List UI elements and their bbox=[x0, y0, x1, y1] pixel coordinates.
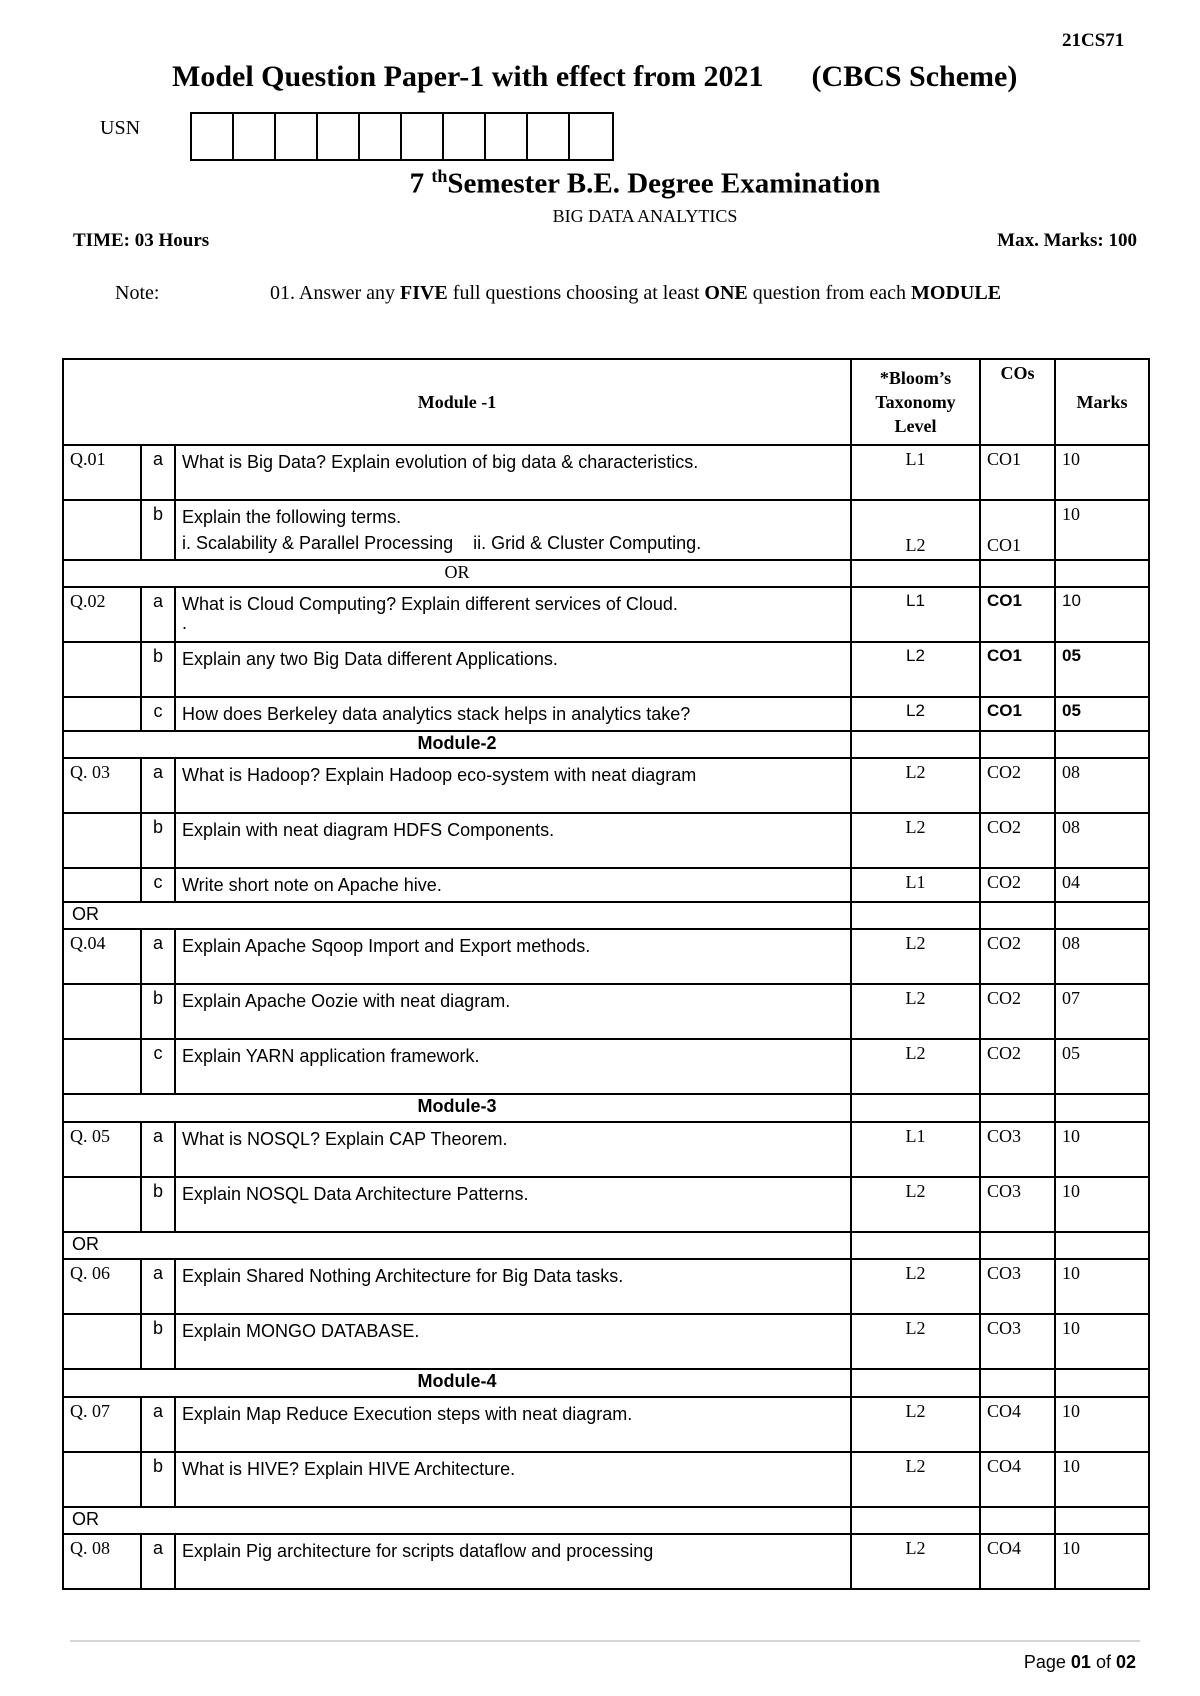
question-part: a bbox=[141, 587, 175, 642]
marks: 08 bbox=[1055, 758, 1149, 813]
blooms-level: L2 bbox=[851, 1534, 980, 1589]
blooms-level: L2 bbox=[851, 642, 980, 697]
table-row bbox=[63, 984, 1149, 1039]
course-code: 21CS71 bbox=[1062, 30, 1125, 51]
marks: 05 bbox=[1055, 642, 1149, 697]
question-text: What is Big Data? Explain evolution of big data & characteristics. bbox=[175, 445, 851, 500]
question-text: What is HIVE? Explain HIVE Architecture. bbox=[175, 1452, 851, 1507]
blooms-level: L1 bbox=[851, 1122, 980, 1177]
course-outcome: CO2 bbox=[980, 929, 1055, 984]
module-3-heading: Module-3 bbox=[63, 1094, 851, 1122]
question-text: What is Hadoop? Explain Hadoop eco-system with neat diagram bbox=[175, 758, 851, 813]
table-row bbox=[63, 642, 1149, 697]
marks-header: Marks bbox=[1055, 359, 1149, 445]
usn-box[interactable] bbox=[234, 114, 276, 159]
course-outcome: CO4 bbox=[980, 1534, 1055, 1589]
usn-box[interactable] bbox=[192, 114, 234, 159]
course-outcome: CO4 bbox=[980, 1397, 1055, 1452]
marks: 07 bbox=[1055, 984, 1149, 1039]
course-outcome: CO1 bbox=[980, 445, 1055, 500]
table-row bbox=[63, 758, 1149, 813]
question-number bbox=[63, 1177, 141, 1232]
usn-box[interactable] bbox=[570, 114, 612, 159]
marks: 10 bbox=[1055, 1397, 1149, 1452]
question-text: Write short note on Apache hive. bbox=[175, 868, 851, 902]
blooms-level: L2 bbox=[851, 1397, 980, 1452]
or-separator: OR bbox=[63, 1507, 851, 1534]
semester-number: 7 bbox=[409, 167, 425, 200]
note-part: 01. Answer any bbox=[270, 282, 400, 304]
usn-box[interactable] bbox=[276, 114, 318, 159]
course-outcome: CO2 bbox=[980, 758, 1055, 813]
table-row bbox=[63, 813, 1149, 868]
course-outcome: CO2 bbox=[980, 984, 1055, 1039]
question-number bbox=[63, 868, 141, 902]
question-number bbox=[63, 642, 141, 697]
course-outcome: CO1 bbox=[980, 697, 1055, 731]
question-text: Explain Shared Nothing Architecture for Big Data tasks. bbox=[175, 1259, 851, 1314]
blooms-level: L2 bbox=[851, 500, 980, 560]
usn-box[interactable] bbox=[444, 114, 486, 159]
question-part: b bbox=[141, 984, 175, 1039]
question-part: b bbox=[141, 1314, 175, 1369]
course-outcome: CO1 bbox=[980, 500, 1055, 560]
question-part: a bbox=[141, 1122, 175, 1177]
semester-heading bbox=[0, 166, 1200, 201]
question-text: Explain Pig architecture for scripts dataflow and processing bbox=[175, 1534, 851, 1589]
note-part: question from each bbox=[747, 282, 912, 304]
question-number: Q. 07 bbox=[63, 1397, 141, 1452]
question-part: a bbox=[141, 1259, 175, 1314]
or-row bbox=[63, 902, 1149, 929]
usn-box[interactable] bbox=[360, 114, 402, 159]
course-outcome: CO3 bbox=[980, 1122, 1055, 1177]
note-text bbox=[270, 282, 1001, 305]
blooms-header: *Bloom’s Taxonomy Level bbox=[851, 359, 980, 445]
question-part: a bbox=[141, 1397, 175, 1452]
question-text: Explain NOSQL Data Architecture Patterns. bbox=[175, 1177, 851, 1232]
or-row bbox=[63, 560, 1149, 587]
question-number: Q.01 bbox=[63, 445, 141, 500]
table-row bbox=[63, 1314, 1149, 1369]
question-number bbox=[63, 984, 141, 1039]
question-text: Explain the following terms. i. Scalability & Parallel Processing ii. Grid & Cluster Computing. bbox=[175, 500, 851, 560]
module-row bbox=[63, 1369, 1149, 1397]
question-part: c bbox=[141, 1039, 175, 1094]
question-part: b bbox=[141, 813, 175, 868]
module-row bbox=[63, 1094, 1149, 1122]
blooms-level: L2 bbox=[851, 813, 980, 868]
marks: 05 bbox=[1055, 1039, 1149, 1094]
usn-box[interactable] bbox=[528, 114, 570, 159]
blooms-level: L2 bbox=[851, 1039, 980, 1094]
or-separator: OR bbox=[63, 560, 851, 587]
usn-box[interactable] bbox=[402, 114, 444, 159]
question-part: a bbox=[141, 1534, 175, 1589]
exam-time: TIME: 03 Hours bbox=[73, 230, 210, 251]
or-row bbox=[63, 1232, 1149, 1259]
marks: 05 bbox=[1055, 697, 1149, 731]
question-part: a bbox=[141, 758, 175, 813]
question-number: Q.02 bbox=[63, 587, 141, 642]
question-table bbox=[62, 358, 1150, 1590]
question-part: b bbox=[141, 1177, 175, 1232]
module-1-heading: Module -1 bbox=[63, 359, 851, 445]
question-number: Q. 05 bbox=[63, 1122, 141, 1177]
question-part: a bbox=[141, 929, 175, 984]
module-4-heading: Module-4 bbox=[63, 1369, 851, 1397]
blooms-level: L2 bbox=[851, 1314, 980, 1369]
marks: 10 bbox=[1055, 500, 1149, 560]
question-part: c bbox=[141, 868, 175, 902]
table-row bbox=[63, 500, 1149, 560]
question-text: Explain MONGO DATABASE. bbox=[175, 1314, 851, 1369]
or-row bbox=[63, 1507, 1149, 1534]
note-label: Note: bbox=[115, 282, 160, 304]
marks: 10 bbox=[1055, 1534, 1149, 1589]
course-outcome: CO4 bbox=[980, 1452, 1055, 1507]
blooms-level: L2 bbox=[851, 1177, 980, 1232]
blooms-level: L1 bbox=[851, 587, 980, 642]
question-text: Explain Apache Oozie with neat diagram. bbox=[175, 984, 851, 1039]
scheme-label: (CBCS Scheme) bbox=[811, 60, 1018, 93]
course-outcome: CO3 bbox=[980, 1314, 1055, 1369]
question-number: Q.04 bbox=[63, 929, 141, 984]
question-part: a bbox=[141, 445, 175, 500]
cos-header: COs bbox=[980, 359, 1055, 445]
question-part: b bbox=[141, 1452, 175, 1507]
question-number bbox=[63, 1314, 141, 1369]
table-row bbox=[63, 697, 1149, 731]
table-row bbox=[63, 1397, 1149, 1452]
table-row bbox=[63, 929, 1149, 984]
marks: 10 bbox=[1055, 1314, 1149, 1369]
note-emphasis: MODULE bbox=[911, 282, 1002, 304]
course-outcome: CO2 bbox=[980, 813, 1055, 868]
table-row bbox=[63, 587, 1149, 642]
note-emphasis: FIVE bbox=[399, 282, 448, 304]
marks: 10 bbox=[1055, 587, 1149, 642]
module-row bbox=[63, 731, 1149, 758]
marks: 10 bbox=[1055, 445, 1149, 500]
question-text: Explain YARN application framework. bbox=[175, 1039, 851, 1094]
question-text: Explain Apache Sqoop Import and Export methods. bbox=[175, 929, 851, 984]
module-2-heading: Module-2 bbox=[63, 731, 851, 758]
marks: 10 bbox=[1055, 1452, 1149, 1507]
usn-box[interactable] bbox=[318, 114, 360, 159]
marks: 10 bbox=[1055, 1122, 1149, 1177]
question-number bbox=[63, 1452, 141, 1507]
paper-title-text: Model Question Paper-1 with effect from 2021 bbox=[172, 60, 764, 93]
marks: 08 bbox=[1055, 813, 1149, 868]
course-outcome: CO2 bbox=[980, 868, 1055, 902]
table-header-row bbox=[63, 359, 1149, 445]
blooms-level: L2 bbox=[851, 1452, 980, 1507]
course-outcome: CO1 bbox=[980, 587, 1055, 642]
footer-divider bbox=[70, 1640, 1140, 1642]
question-number bbox=[63, 813, 141, 868]
course-outcome: CO3 bbox=[980, 1177, 1055, 1232]
question-part: c bbox=[141, 697, 175, 731]
question-text: Explain with neat diagram HDFS Components. bbox=[175, 813, 851, 868]
blooms-level: L2 bbox=[851, 697, 980, 731]
question-number bbox=[63, 1039, 141, 1094]
question-number: Q. 03 bbox=[63, 758, 141, 813]
question-text: How does Berkeley data analytics stack helps in analytics take? bbox=[175, 697, 851, 731]
table-row bbox=[63, 1452, 1149, 1507]
blooms-level: L1 bbox=[851, 445, 980, 500]
question-text: Explain any two Big Data different Applications. bbox=[175, 642, 851, 697]
marks: 10 bbox=[1055, 1177, 1149, 1232]
table-row bbox=[63, 868, 1149, 902]
question-number: Q. 08 bbox=[63, 1534, 141, 1589]
subject-name: BIG DATA ANALYTICS bbox=[552, 206, 738, 226]
page-number: Page 01 of 02 bbox=[1023, 1652, 1136, 1672]
question-text: Explain Map Reduce Execution steps with neat diagram. bbox=[175, 1397, 851, 1452]
semester-text: Semester B.E. Degree Examination bbox=[447, 167, 881, 200]
question-number bbox=[63, 697, 141, 731]
note-part: full questions choosing at least bbox=[447, 282, 705, 304]
semester-suffix: th bbox=[431, 166, 448, 186]
blooms-level: L2 bbox=[851, 984, 980, 1039]
or-separator: OR bbox=[63, 902, 851, 929]
question-number: Q. 06 bbox=[63, 1259, 141, 1314]
blooms-level: L2 bbox=[851, 758, 980, 813]
marks: 10 bbox=[1055, 1259, 1149, 1314]
question-part: b bbox=[141, 642, 175, 697]
table-row bbox=[63, 1259, 1149, 1314]
course-outcome: CO2 bbox=[980, 1039, 1055, 1094]
blooms-level: L2 bbox=[851, 929, 980, 984]
blooms-level: L2 bbox=[851, 1259, 980, 1314]
blooms-level: L1 bbox=[851, 868, 980, 902]
max-marks: Max. Marks: 100 bbox=[997, 230, 1137, 251]
question-number bbox=[63, 500, 141, 560]
course-outcome: CO3 bbox=[980, 1259, 1055, 1314]
note-emphasis: ONE bbox=[704, 282, 748, 304]
table-row bbox=[63, 1534, 1149, 1589]
course-outcome: CO1 bbox=[980, 642, 1055, 697]
or-separator: OR bbox=[63, 1232, 851, 1259]
table-row bbox=[63, 1122, 1149, 1177]
marks: 08 bbox=[1055, 929, 1149, 984]
table-row bbox=[63, 445, 1149, 500]
question-text: What is Cloud Computing? Explain different services of Cloud. . bbox=[175, 587, 851, 642]
table-row bbox=[63, 1177, 1149, 1232]
usn-box[interactable] bbox=[486, 114, 528, 159]
paper-title bbox=[172, 60, 1017, 94]
usn-label: USN bbox=[100, 117, 141, 139]
usn-input-boxes[interactable] bbox=[190, 112, 614, 161]
table-row bbox=[63, 1039, 1149, 1094]
question-part: b bbox=[141, 500, 175, 560]
marks: 04 bbox=[1055, 868, 1149, 902]
question-text: What is NOSQL? Explain CAP Theorem. bbox=[175, 1122, 851, 1177]
